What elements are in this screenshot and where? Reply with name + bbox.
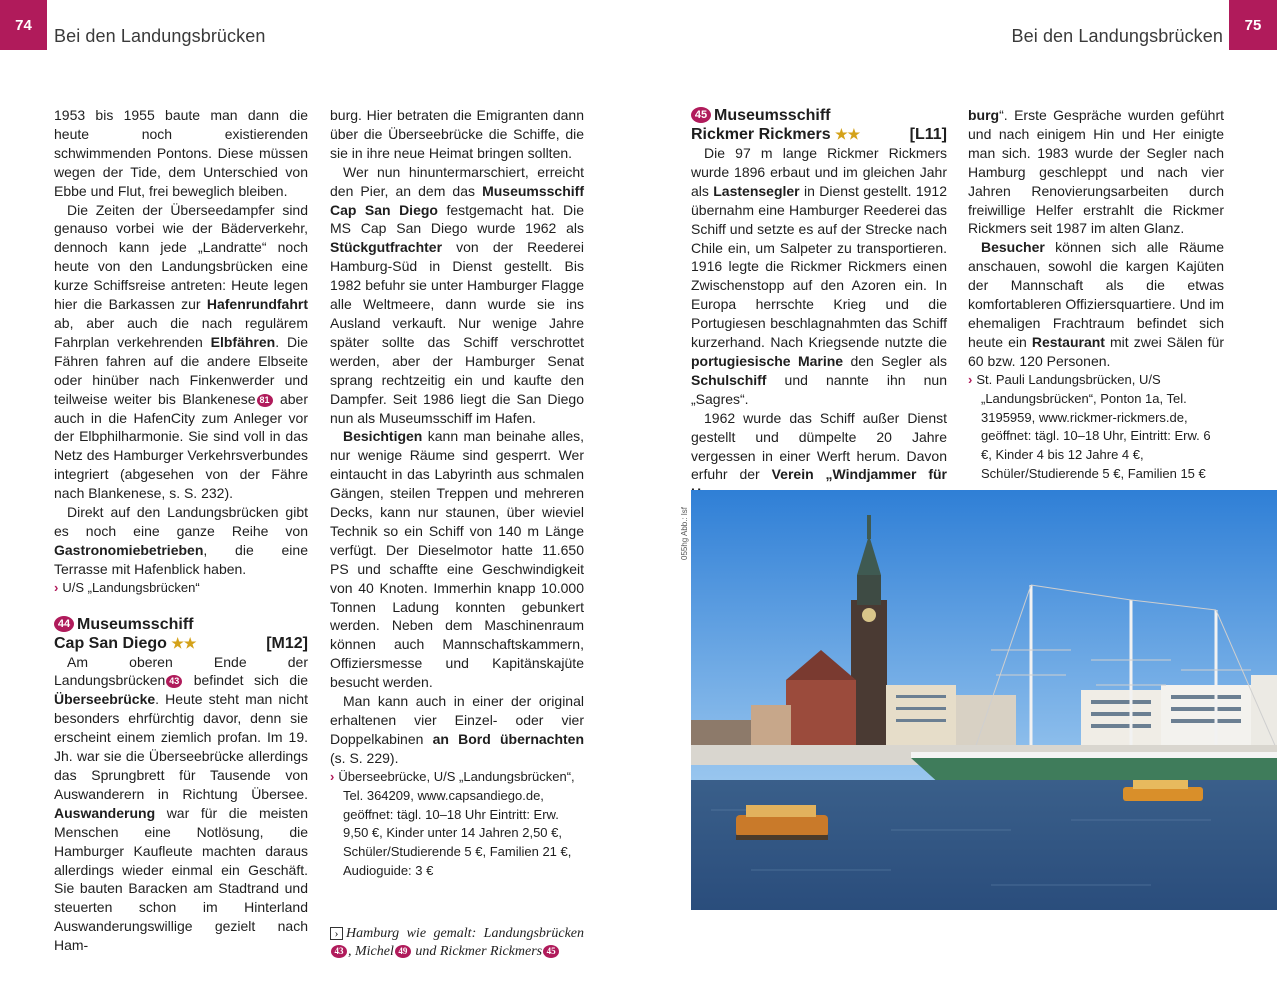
chevron-right-icon: › bbox=[330, 768, 335, 784]
poi-number-badge: 44 bbox=[54, 616, 74, 632]
photo-caption: › Hamburg wie gemalt: Landungsbrücken43 , Michel 49 und Rickmer Rickmers 45 bbox=[330, 925, 584, 961]
column-4 bbox=[968, 106, 1224, 484]
paragraph: Am oberen Ende der Landungsbrücken 43 befindet sich die Überseebrücke. Heute steht man nicht besonders ehrfürchtig davor, denn sie erscheint einem ziemlich profan. Im 19. Jh. war sie die Überseebrücke allerdings das Sprungbrett für Tausende von Auswanderern in Richtung Übersee. Auswanderung war für die meisten Menschen eine Notlösung, die Hamburger Kaufleute machten daraus allerdings wieder einmal ein Geschäft. Sie bauten Baracken am Stadtrand und steuerten schon im Hinterland Auswanderungswillige gezielt nach Ham- bbox=[54, 653, 308, 954]
paragraph: 1953 bis 1955 baute man dann die heute noch existierenden schwimmenden Pontons. Diese müssen wegen der Tide, dem Unterschied von Ebbe und Flut, frei beweglich bleiben. bbox=[54, 107, 308, 199]
section-heading-45: 45 Museumsschiff Rickmer Rickmers ★★ [L11] bbox=[691, 107, 947, 143]
star-rating-icon: ★★ bbox=[835, 126, 861, 142]
section-heading-44: 44 Museumsschiff Cap San Diego ★★ [M12] bbox=[54, 615, 308, 652]
column-2 bbox=[330, 106, 584, 961]
page-number-left: 74 bbox=[0, 0, 47, 50]
map-grid-ref: [M12] bbox=[266, 634, 308, 652]
chevron-right-icon: › bbox=[968, 371, 973, 387]
paragraph: burg“. Erste Gespräche wurden geführt und nach einigem Hin und Her einigte man sich. 1983 wurde der Segler nach Hamburg geschleppt und nach vier Jahren Renovierungsarbeiten durch freiwillige Helfer erstrahlt die Rickmer Rickmers seit 1987 im alten Glanz. bbox=[968, 107, 1224, 237]
info-block: › St. Pauli Landungsbrücken, U/S „Landungsbrücken“, Ponton 1a, Tel. 3195959, www.rickmer-rickmers.de, geöffnet: tägl. 10–18 Uhr, Eintritt: Erw. 6 €, Kinder 4 bis 12 Jahre 4 €, Schüler/Studierende 5 €, Familien 15 € bbox=[968, 371, 1211, 482]
caption-box-icon: › bbox=[330, 927, 343, 940]
poi-badge: 45 bbox=[543, 945, 559, 958]
chevron-right-icon: › bbox=[54, 579, 59, 595]
paragraph: Wer nun hinuntermarschiert, erreicht den Pier, an dem das Museumsschiff Cap San Diego festgemacht hat. Die MS Cap San Diego wurde 1962 als Stückgutfrachter von der Reederei Hamburg-Süd in Dienst gestellt. Bis 1982 befuhr sie unter Hamburger Flagge alle Weltmeere, dann wurde sie ins Ausland verkauft. Nur wenige Jahre später sollte das Schiff verschrottet werden, aber der Hamburger Senat sprang rechtzeitig ein und kaufte den Dampfer. Seit 1986 liegt die San Diego nun als Museumsschiff im Hafen. bbox=[330, 163, 585, 426]
paragraph: 1962 wurde das Schiff außer Dienst gestellt und dümpelte 20 Jahre vergessen in einer Werft herum. Davon erfuhr der Verein „Windjammer für bbox=[691, 409, 947, 483]
poi-badge: 43 bbox=[166, 675, 182, 688]
info-block: › Überseebrücke, U/S „Landungsbrücken“, Tel. 364209, www.capsandiego.de, geöffnet: tägl. 10–18 Uhr Eintritt: Erw. 9,50 €, Kinder unter 14 Jahren 2,50 €, Schüler/Studierende 5 €, Familien 21 €, Audioguide: 3 € bbox=[330, 768, 575, 879]
star-rating-icon: ★★ bbox=[171, 634, 197, 651]
poi-badge: 49 bbox=[395, 945, 411, 958]
running-header-left: Bei den Landungsbrücken bbox=[54, 26, 266, 46]
paragraph: Besichtigen kann man beinahe alles, nur wenige Räume sind gesperrt. Wer eintaucht in das Labyrinth aus schmalen Gängen, steilen Treppen und mehreren Decks, kann nur staunen, über wieviel Technik so ein Schiff von 140 m Länge verfügt. Der Dieselmotor hatte 11.650 PS und schaffte eine Geschwindigkeit von 40 Knoten. Immerhin knapp 10.000 Tonnen Ladung konnten gebunkert werden. Neben dem Maschinenraum können auch Mannschaftskammern, Offiziersmesse und Kapitänskajüte besucht werden. bbox=[330, 428, 584, 691]
paragraph: Besucher können sich alle Räume anschauen, sowohl die kargen Kajüten der Mannschaft als die etwas komfortableren Offiziersquartiere. Und im ehemaligen Frachtraum befindet sich heute ein Restaurant mit zwei Sälen für 60 bzw. 120 Personen. bbox=[968, 239, 1224, 369]
poi-badge: 81 bbox=[257, 394, 273, 407]
poi-badge: 43 bbox=[331, 945, 347, 958]
paragraph: Die Zeiten der Überseedampfer sind genauso vorbei wie der Bäderverkehr, dennoch kann jede „Landratte“ noch heute von den Landungsbrücken eine kurze Schiffsreise antreten: Heute legen hier die Barkassen zur Hafenrundfahrt ab, aber auch die nach regulärem Fahrplan verkehrenden Elbfähren. Die Fähren fahren auf die andere Elbseite oder hinüber nach Finkenwerder und teilweise weiter bis Blankenese 81 aber auch in die HafenCity zum Anleger vor der Elbphilharmonie. Sie sind voll in das Netz des Hamburger Verkehrsverbundes integriert (abgesehen von der Fähre nach Blankenese, s. S. 232). bbox=[54, 201, 308, 502]
harbour-photo bbox=[691, 490, 1277, 910]
poi-number-badge: 45 bbox=[691, 107, 711, 123]
column-3 bbox=[691, 106, 947, 503]
photo-credit: 055hg Abb.: lsf bbox=[680, 507, 689, 560]
paragraph: burg. Hier betraten die Emigranten dann über die Überseebrücke die Schiffe, die sie in ihre neue Heimat bringen sollten. bbox=[330, 107, 584, 161]
page-number-right: 75 bbox=[1229, 0, 1277, 50]
paragraph: Direkt auf den Landungsbrücken gibt es noch eine ganze Reihe von Gastronomiebetrieben, die eine Terrasse mit Hafenblick haben. bbox=[54, 504, 308, 577]
map-grid-ref: [L11] bbox=[909, 126, 947, 143]
column-1 bbox=[54, 106, 308, 955]
harbour-illustration bbox=[691, 490, 1277, 910]
paragraph: Die 97 m lange Rickmer Rickmers wurde 1896 erbaut und im gleichen Jahr als Lastensegler in Dienst gestellt. 1912 übernahm eine Hamburger Reederei das Schiff und setzte es auf der Strecke nach Chile ein, um Salpeter zu transportieren. 1916 legte die Rickmer Rickmers einen Zwischenstopp auf den Azoren ein. In Europa herrschte Krieg und die Portugiesen beschlagnahmten das Schiff kurzerhand. Nach Kriegsende nutzte die portugiesische Marine den Segler als Schulschiff und nannte ihn nun „Sagres“. bbox=[691, 145, 947, 407]
running-header-right: Bei den Landungsbrücken bbox=[1011, 26, 1223, 46]
info-block: › U/S „Landungsbrücken“ bbox=[54, 579, 200, 595]
paragraph: Man kann auch in einer der original erhaltenen vier Einzel- oder vier Doppelkabinen an Bord übernachten (s. S. 229). bbox=[330, 693, 585, 766]
